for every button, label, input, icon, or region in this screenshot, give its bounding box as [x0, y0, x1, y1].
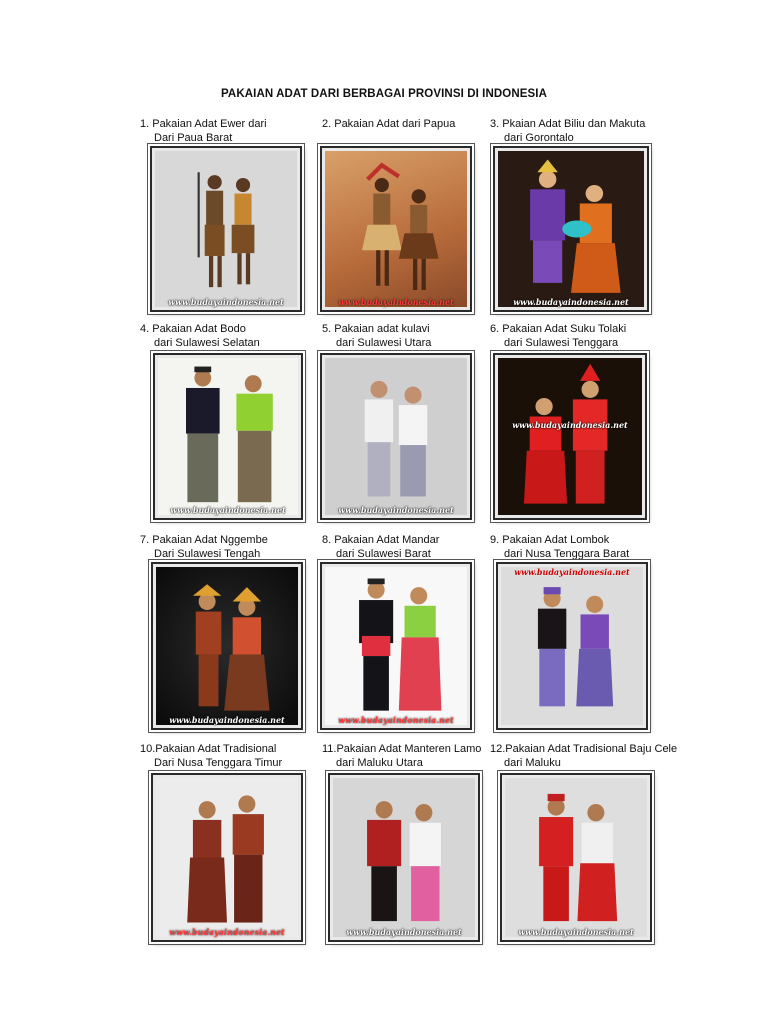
photo-kulavi: [320, 353, 472, 520]
item-9: [490, 533, 690, 561]
caption-line1: 1. Pakaian Adat Ewer dari: [140, 118, 267, 130]
page-title: PAKAIAN ADAT DARI BERBAGAI PROVINSI DI INDONESIA: [221, 88, 547, 100]
caption-line1: 5. Pakaian adat kulavi: [322, 323, 430, 335]
watermark-text: www.budayaindonesia.net: [170, 505, 286, 515]
item-3: [490, 117, 690, 145]
photo-bodo: [153, 353, 303, 520]
caption-line2: dari Sulawesi Barat: [336, 548, 431, 560]
caption-line1: 6. Pakaian Adat Suku Tolaki: [490, 323, 627, 335]
photo-ewer: [150, 146, 302, 312]
watermark-text: www.budayaindonesia.net: [169, 927, 285, 937]
caption-line2: Dari Sulawesi Tengah: [154, 548, 261, 560]
caption-line1: 10.Pakaian Adat Tradisional: [140, 743, 277, 755]
caption-line2: Dari Nusa Tenggara Timur: [154, 757, 283, 769]
photo-ntt: [151, 773, 303, 942]
caption-line2: dari Gorontalo: [504, 132, 574, 144]
watermark-text: www.budayaindonesia.net: [169, 715, 285, 725]
caption-line2: dari Maluku Utara: [336, 757, 423, 769]
watermark-text: www.budayaindonesia.net: [513, 297, 629, 307]
caption-line1: 7. Pakaian Adat Nggembe: [140, 534, 268, 546]
watermark-text: www.budayaindonesia.net: [518, 927, 634, 937]
caption-line1: 4. Pakaian Adat Bodo: [140, 323, 246, 335]
caption-line2: dari Nusa Tenggara Barat: [504, 548, 630, 560]
photo-maluku-utara: [328, 773, 480, 942]
item-8: [322, 533, 502, 561]
caption-line2: dari Maluku: [504, 757, 561, 769]
item-6: [490, 322, 690, 350]
item-5: [322, 322, 502, 350]
caption-line1: 9. Pakaian Adat Lombok: [490, 534, 610, 546]
photo-lombok: [496, 562, 648, 730]
item-1: [140, 117, 320, 145]
photo-papua: [320, 146, 472, 312]
photo-mandar: [320, 562, 472, 730]
watermark-text: www.budayaindonesia.net: [514, 567, 630, 577]
caption-line2: dari Sulawesi Utara: [336, 337, 432, 349]
watermark-text: www.budayaindonesia.net: [168, 297, 284, 307]
item-10: [140, 742, 320, 770]
caption-line1: 3. Pkaian Adat Biliu dan Makuta: [490, 118, 646, 130]
caption-line1: 8. Pakaian Adat Mandar: [322, 534, 440, 546]
item-7: [140, 533, 320, 561]
item-2: [322, 117, 502, 145]
photo-maluku: [500, 773, 652, 942]
caption-line2: Dari Paua Barat: [154, 132, 233, 144]
photo-tolaki: [493, 353, 647, 520]
caption-line1: 12.Pakaian Adat Tradisional Baju Cele: [490, 743, 678, 755]
watermark-text: www.budayaindonesia.net: [338, 297, 454, 307]
photo-gorontalo: [493, 146, 649, 312]
item-4: [140, 322, 320, 350]
watermark-text: www.budayaindonesia.net: [512, 420, 628, 431]
item-12: [490, 742, 690, 770]
caption-line1: 11.Pakaian Adat Manteren Lamo: [322, 743, 482, 755]
watermark-text: www.budayaindonesia.net: [338, 715, 454, 725]
caption-line1: 2. Pakaian Adat dari Papua: [322, 118, 456, 130]
watermark-text: www.budayaindonesia.net: [346, 927, 462, 937]
item-11: [322, 742, 512, 770]
caption-line2: dari Sulawesi Selatan: [154, 337, 260, 349]
caption-line2: dari Sulawesi Tenggara: [504, 337, 619, 349]
photo-nggembe: [151, 562, 303, 730]
watermark-text: www.budayaindonesia.net: [338, 505, 454, 515]
